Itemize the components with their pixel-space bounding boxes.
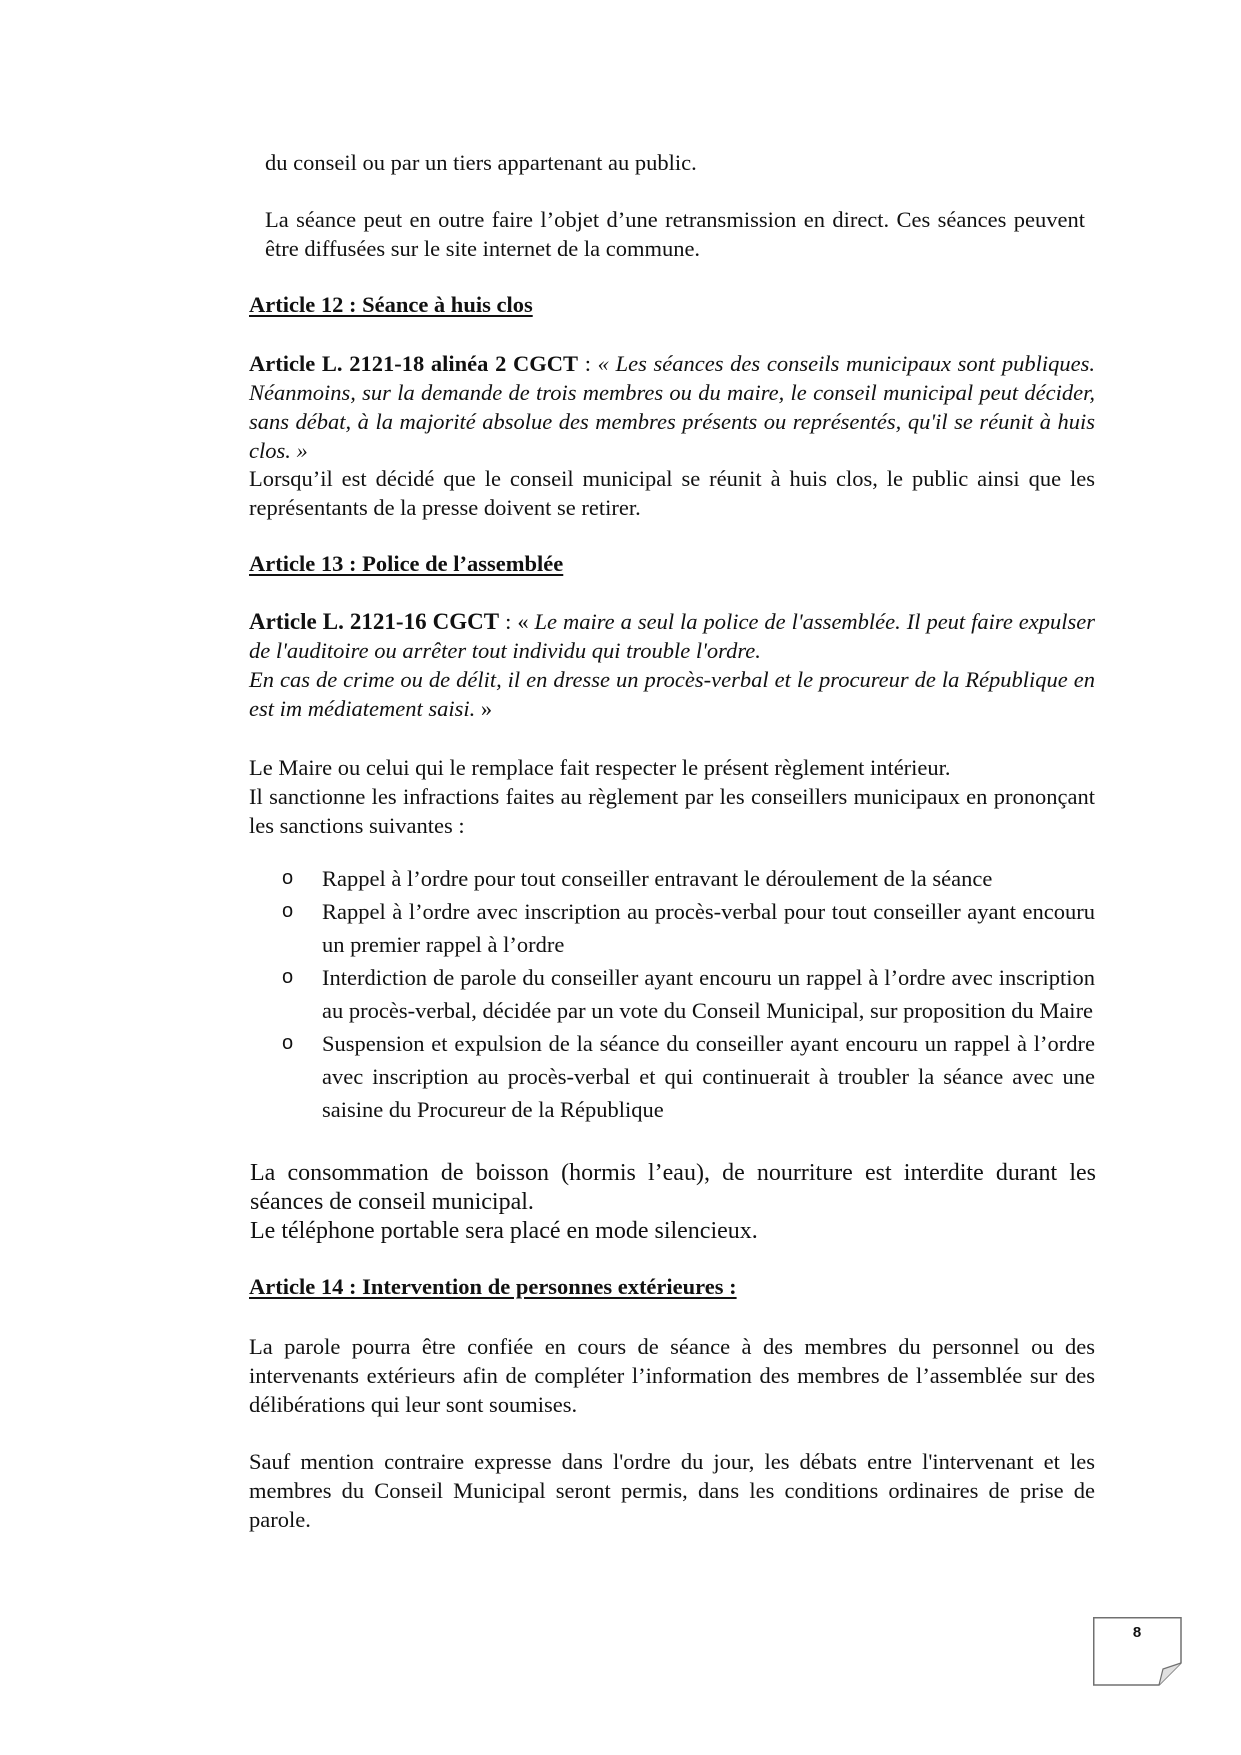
bullet-circle-icon: o: [282, 867, 294, 889]
article-12-citation: [249, 349, 1095, 465]
article-12-reference: Article L. 2121-18 alinéa 2 CGCT: [249, 351, 579, 376]
bullet-circle-icon: o: [282, 900, 294, 922]
article-13-citation: [249, 607, 1095, 723]
retransmission-paragraph: La séance peut en outre faire l’objet d’une retransmission en direct. Ces séances peuvent être diffusées sur le site internet de la commune.: [265, 207, 1085, 261]
article-12-quote: « Les séances des conseils municipaux sont publiques. Néanmoins, sur la demande de trois membres ou du maire, le conseil municipal peut décider, sans débat, à la majorité absolue des membres présents ou représentés, qu'il se réunit à huis clos. »: [249, 351, 1095, 463]
continuation-line: du conseil ou par un tiers appartenant au public.: [265, 150, 697, 175]
article-13-paragraph-1: Le Maire ou celui qui le remplace fait respecter le présent règlement intérieur.: [249, 755, 951, 780]
article-13-quote-close: »: [475, 696, 493, 721]
article-13-heading: Article 13 : Police de l’assemblée: [249, 551, 564, 576]
page-number: 8: [1132, 1624, 1142, 1641]
article-12-heading: Article 12 : Séance à huis clos: [249, 292, 533, 317]
sanction-item: o Interdiction de parole du conseiller ayant encouru un rappel à l’ordre avec inscription au procès-verbal, décidée par un vote du Conseil Municipal, sur proposition du Maire: [282, 961, 1095, 1027]
article-13-paragraph-2: Il sanctionne les infractions faites au règlement par les conseillers municipaux en prononçant les sanctions suivantes :: [249, 784, 1095, 838]
article-13-separator: : «: [499, 609, 535, 634]
article-12-separator: :: [578, 351, 598, 376]
sanctions-list: [282, 862, 1095, 1126]
article-13-quote-line-2: En cas de crime ou de délit, il en dresse un procès-verbal et le procureur de la République en est im médiatement saisi.: [249, 667, 1095, 721]
consumption-paragraph: La consommation de boisson (hormis l’eau), de nourriture est interdite durant les séances de conseil municipal.: [250, 1160, 1096, 1215]
article-12-paragraph: Lorsqu’il est décidé que le conseil municipal se réunit à huis clos, le public ainsi que les représentants de la presse doivent se retirer.: [249, 466, 1095, 520]
phone-paragraph: Le téléphone portable sera placé en mode silencieux.: [250, 1218, 758, 1244]
sanction-item: o Suspension et expulsion de la séance du conseiller ayant encouru un rappel à l’ordre avec inscription au procès-verbal et qui continuerait à troubler la séance avec une saisine du Procureur de la République: [282, 1027, 1095, 1126]
article-14-paragraph-1: La parole pourra être confiée en cours de séance à des membres du personnel ou des intervenants extérieurs afin de compléter l’information des membres de l’assemblée sur des délibérations qui leur sont soumises.: [249, 1334, 1095, 1417]
article-13-reference: Article L. 2121-16 CGCT: [249, 609, 500, 634]
sanction-item: o Rappel à l’ordre avec inscription au procès-verbal pour tout conseiller ayant encouru un premier rappel à l’ordre: [282, 895, 1095, 961]
article-14-heading: Article 14 : Intervention de personnes extérieures :: [249, 1274, 737, 1299]
sanction-item: o Rappel à l’ordre pour tout conseiller entravant le déroulement de la séance: [282, 862, 1095, 895]
article-13-quote-line-1: Le maire a seul la police de l'assemblée. Il peut faire expulser de l'auditoire ou arrêter tout individu qui trouble l'ordre.: [249, 609, 1095, 663]
article-14-paragraph-2: Sauf mention contraire expresse dans l'ordre du jour, les débats entre l'intervenant et les membres du Conseil Municipal seront permis, dans les conditions ordinaires de prise de parole.: [249, 1449, 1095, 1532]
bullet-circle-icon: o: [282, 1032, 294, 1054]
bullet-circle-icon: o: [282, 966, 294, 988]
